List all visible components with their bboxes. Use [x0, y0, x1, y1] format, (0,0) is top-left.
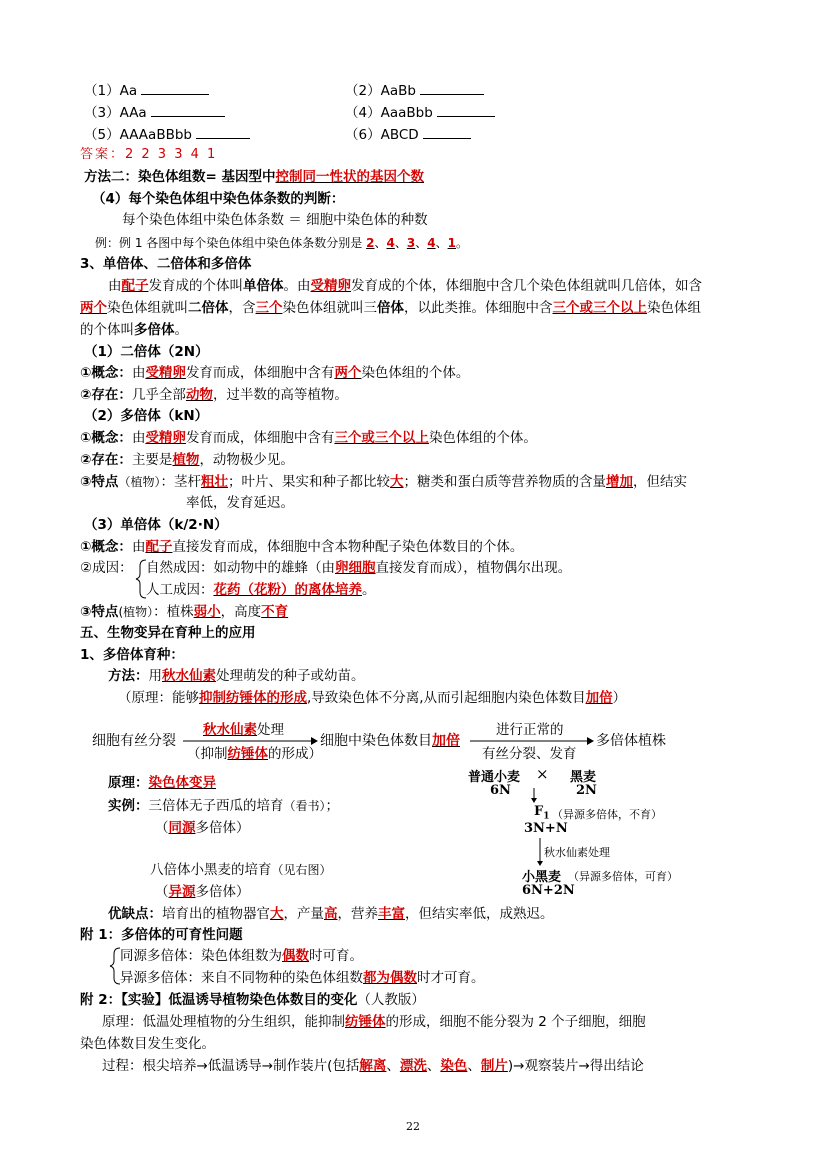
breed-octoploid: 八倍体小黑麦的培育（见右图）: [150, 862, 332, 878]
triticale-n: 6N+2N: [522, 883, 575, 898]
arrow-down-icon: [530, 788, 538, 804]
triticale-label: 小黑麦: [522, 870, 562, 885]
sec4-formula: 每个染色体组中染色体条数 ＝ 细胞中染色体的种数: [122, 212, 428, 228]
app2-principle: 原理：低温处理植物的分生组织，能抑制纺锤体的形成，细胞不能分裂为 2 个子细胞，细胞: [102, 1014, 646, 1030]
haploid-title: （3）单倍体（k/2·N）: [84, 517, 228, 533]
sec4-example: 例：例 1 各图中每个染色体组中染色体条数分别是 2、4、3、4、1。: [95, 236, 468, 250]
polyploid-title: （2）多倍体（kN）: [84, 408, 209, 424]
app1-allo: 异源多倍体：来自不同物种的染色体组数都为偶数时才可育。: [120, 970, 485, 986]
breed-principle: 原理：染色体变异: [108, 775, 216, 791]
sec4-title: （4）每个染色体组中染色体条数的判断：: [92, 191, 345, 207]
quiz-answer: 答案：2 2 3 3 4 1: [80, 147, 218, 162]
breed-allopolyploid: （异源多倍体）: [155, 884, 250, 900]
f1-note: （异源多倍体，不育）: [552, 808, 662, 821]
flow-end: 多倍体植株: [596, 733, 666, 749]
breed-autopolyploid: （同源多倍体）: [155, 820, 250, 836]
haploid-cause-label: ②成因：: [80, 560, 133, 576]
sec5-method: 方法：用秋水仙素处理萌发的种子或幼苗。: [108, 668, 365, 684]
f1-label: $F_1$: [534, 804, 550, 822]
quiz-q4: （4）AaaBbb: [345, 102, 495, 123]
haploid-cause-natural: 自然成因：如动物中的雄蜂（由卵细胞直接发育而成），植物偶尔出现。: [146, 560, 572, 576]
cross-symbol: ×: [536, 765, 549, 783]
flow-mid: 细胞中染色体数目加倍: [320, 733, 460, 749]
sec3-title: 3、单倍体、二倍体和多倍体: [80, 256, 252, 272]
arrow-down-icon: [536, 838, 544, 868]
sec3-para1: 由配子发育成的个体叫单倍体。由受精卵发育成的个体，体细胞中含几个染色体组就叫几倍体，如含: [108, 278, 702, 294]
sec5-principle: （原理：能够抑制纺锤体的形成,导致染色体不分离,从而引起细胞内染色体数目加倍）: [118, 690, 627, 706]
polyploid-exist: ②存在：主要是植物，动物极少见。: [80, 452, 294, 468]
app2-principle-cont: 染色体数目发生变化。: [80, 1036, 215, 1052]
colchicine-treat-label: 秋水仙素处理: [544, 846, 610, 859]
rye-n: 2N: [576, 783, 597, 798]
app2-title: 附 2：【实验】低温诱导植物染色体数目的变化（人教版）: [80, 992, 425, 1008]
app1-title: 附 1：多倍体的可育性问题: [80, 927, 243, 943]
app1-auto: 同源多倍体：染色体组数为偶数时可育。: [120, 948, 363, 964]
flow-arrow-1: 秋水仙素处理 （抑制纺锤体的形成）: [183, 718, 318, 762]
method2-line: 方法二：染色体组数= 基因型中控制同一性状的基因个数: [84, 169, 425, 185]
polyploid-concept: ①概念：由受精卵发育而成，体细胞中含有三个或三个以上染色体组的个体。: [80, 430, 537, 446]
sec5-sub1: 1、多倍体育种：: [80, 647, 184, 663]
quiz-q3: （3）AAa: [84, 102, 225, 123]
triticale-note: （异源多倍体，可育）: [568, 870, 678, 883]
quiz-q2: （2）AaBb: [345, 80, 484, 101]
haploid-trait: ③特点(植物）：植株弱小，高度不育: [80, 604, 289, 620]
quiz-q5: （5）AAAaBBbb: [84, 124, 250, 145]
app2-process: 过程：根尖培养→低温诱导→制作装片(包括解离、漂洗、染色、制片)→观察装片→得出结论: [102, 1058, 644, 1074]
diploid-exist: ②存在：几乎全部动物，过半数的高等植物。: [80, 387, 348, 403]
diploid-concept: ①概念：由受精卵发育而成，体细胞中含有两个染色体组的个体。: [80, 365, 470, 381]
common-wheat-n: 6N: [490, 783, 511, 798]
rye-label: 黑麦: [570, 770, 597, 785]
common-wheat-label: 普通小麦: [468, 770, 521, 785]
sec3-para3: 的个体叫多倍体。: [80, 322, 188, 338]
flow-start: 细胞有丝分裂: [92, 733, 176, 749]
triticale-figure: [460, 762, 690, 902]
haploid-cause-artificial: 人工成因：花药（花粉）的离体培养。: [146, 582, 376, 598]
quiz-q1: （1）Aa: [84, 80, 209, 101]
haploid-concept: ①概念：由配子直接发育而成，体细胞中含本物种配子染色体数目的个体。: [80, 539, 524, 555]
flow-arrow-2: 进行正常的 有丝分裂、发育: [470, 718, 594, 762]
polyploid-trait: ③特点（植物）：茎杆粗壮；叶片、果实和种子都比较大；糖类和蛋白质等营养物质的含量增加，但结实: [80, 474, 687, 490]
breed-pros-cons: 优缺点：培育出的植物器官大，产量高，营养丰富，但结实率低，成熟迟。: [108, 906, 554, 922]
diploid-title: （1）二倍体（2N）: [84, 344, 209, 360]
sec5-title: 五、生物变异在育种上的应用: [80, 625, 256, 641]
polyploid-trait-cont: 率低，发育延迟。: [186, 495, 294, 511]
page-number: 22: [406, 1120, 420, 1133]
sec3-para2: 两个染色体组就叫二倍体，含三个染色体组就叫三倍体，以此类推。体细胞中含三个或三个以上染色体组: [80, 300, 701, 316]
breed-example: 实例：三倍体无子西瓜的培育（看书）；: [108, 798, 340, 814]
quiz-q6: （6）ABCD: [345, 124, 471, 145]
f1-n: 3N+N: [524, 821, 568, 836]
